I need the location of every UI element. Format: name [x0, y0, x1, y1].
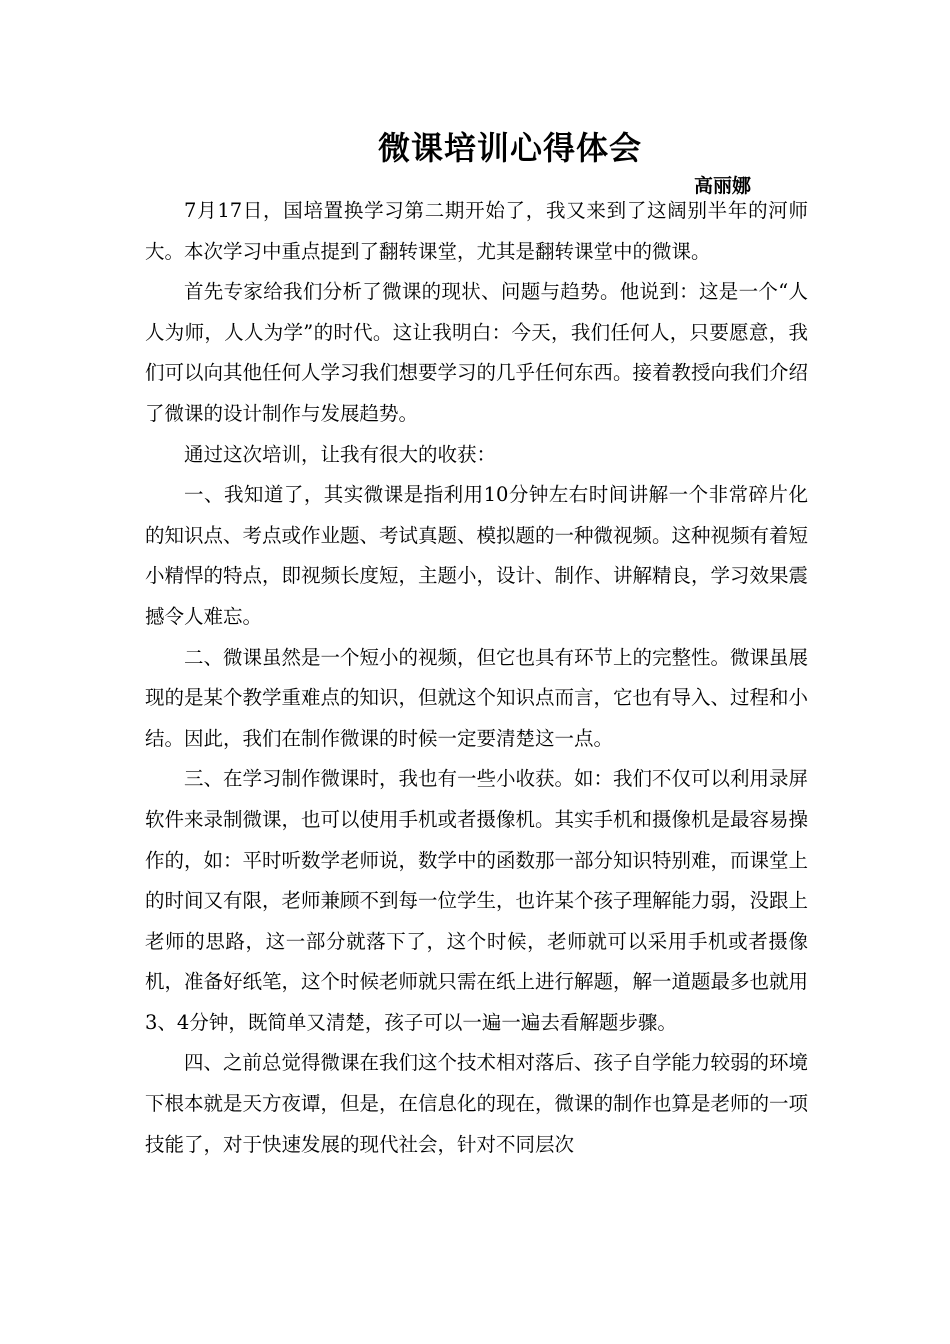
paragraph-point-one: 一、我知道了，其实微课是指利用10分钟左右时间讲解一个非常碎片化的知识点、考点或作业题、考试真题、模拟题的一种微视频。这种视频有着短小精悍的特点，即视频长度短，主题小，设计、制作、讲解精良，学习效果震撼令人难忘。 [145, 483, 809, 628]
paragraph-point-three: 三、在学习制作微课时，我也有一些小收获。如：我们不仅可以利用录屏软件来录制微课，也可以使用手机或者摄像机。其实手机和摄像机是最容易操作的，如：平时听数学老师说，数学中的函数那一部分知识特别难，而课堂上的时间又有限，老师兼顾不到每一位学生，也许某个孩子理解能力弱，没跟上老师的思路，这一部分就落下了，这个时候，老师就可以采用手机或者摄像机，准备好纸笔，这个时候老师就只需在纸上进行解题，解一道题最多也就用3、4分钟，既简单又清楚，孩子可以一遍一遍去看解题步骤。 [145, 767, 809, 1034]
paragraph-gains: 通过这次培训，让我有很大的收获： [184, 442, 497, 466]
document-title: 微课培训心得体会 [377, 129, 642, 167]
document-body [145, 191, 808, 1165]
paragraph-expert: 首先专家给我们分析了微课的现状、问题与趋势。他说到：这是一个“人人为师，人人为学”的时代。这让我明白：今天，我们任何人，只要愿意，我们可以向其他任何人学习我们想要学习的几乎任何东西。接着教授向我们介绍了微课的设计制作与发展趋势。 [145, 280, 809, 425]
author-name: 高丽娜 [694, 175, 752, 197]
paragraph-intro: 7月17日，国培置换学习第二期开始了，我又来到了这阔别半年的河师大。本次学习中重点提到了翻转课堂，尤其是翻转课堂中的微课。 [145, 199, 808, 263]
paragraph-point-four: 四、之前总觉得微课在我们这个技术相对落后、孩子自学能力较弱的环境下根本就是天方夜谭，但是，在信息化的现在，微课的制作也算是老师的一项技能了，对于快速发展的现代社会，针对不同层次 [145, 1051, 809, 1156]
paragraph-point-two: 二、微课虽然是一个短小的视频，但它也具有环节上的完整性。微课虽展现的是某个教学重难点的知识，但就这个知识点而言，它也有导入、过程和小结。因此，我们在制作微课的时候一定要清楚这一点。 [145, 645, 809, 750]
